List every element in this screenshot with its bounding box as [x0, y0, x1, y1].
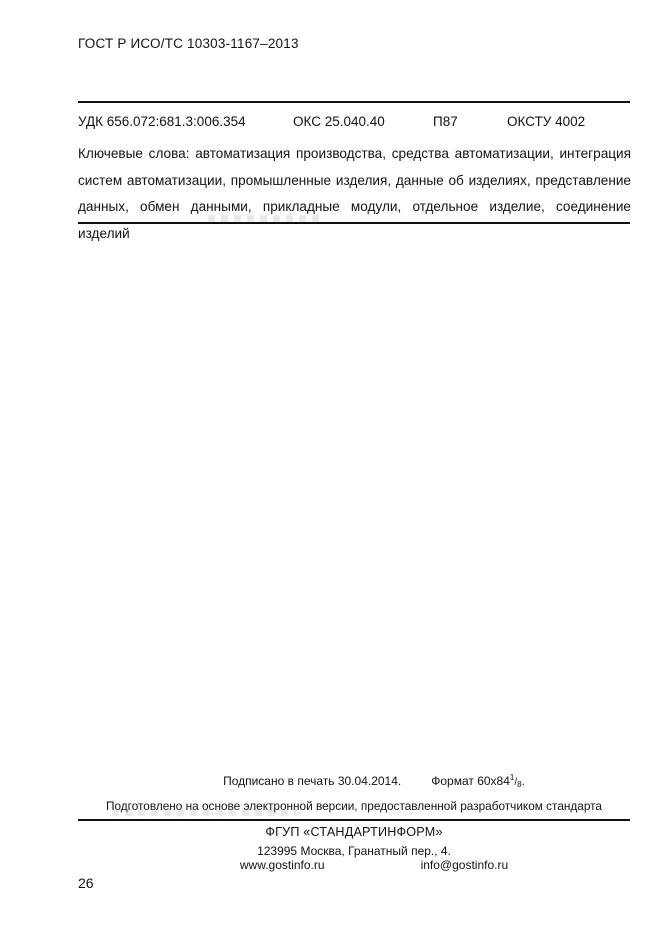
publisher-contacts-row: [98, 858, 650, 872]
format-fraction-numerator: 1: [509, 773, 515, 782]
publisher-email: info@gostinfo.ru: [420, 858, 509, 872]
keywords-paragraph: Ключевые слова: автоматизация производства, средства автоматизации, интеграция систем автоматизации, промышленные изделия, данные об изделиях, представление данных, обмен данными, прикладные модули, отдельное изделие, соединение изделий: [78, 146, 631, 241]
okstu-code: ОКСТУ 4002: [507, 114, 586, 129]
classification-codes-row: [78, 114, 630, 132]
print-info-row: [98, 773, 650, 789]
publisher-name: ФГУП «СТАНДАРТИНФОРМ»: [265, 825, 443, 839]
format-fraction-slash: /: [514, 777, 518, 788]
signed-to-print-text: Подписано в печать 30.04.2014.: [223, 774, 402, 788]
format-period: .: [521, 774, 525, 788]
prepared-note-text: Подготовлено на основе электронной версии, предоставленной разработчиком стандарта: [106, 799, 602, 813]
publisher-website: www.gostinfo.ru: [239, 858, 325, 872]
running-header-standard-designation: ГОСТ Р ИСО/ТС 10303-1167–2013: [78, 36, 299, 51]
horizontal-rule-middle: [78, 222, 630, 224]
oks-code: ОКС 25.040.40: [293, 114, 385, 129]
horizontal-rule-top: [78, 101, 630, 103]
publisher-address: 123995 Москва, Гранатный пер., 4.: [257, 844, 451, 858]
page-number: 26: [78, 875, 94, 891]
p-code: П87: [433, 114, 458, 129]
udk-code: УДК 656.072:681.3:006.354: [78, 114, 246, 129]
paper-format-text: Формат $60х84^1/8$.: [431, 773, 525, 789]
horizontal-rule-bottom: [78, 819, 630, 821]
format-fraction-denominator: 8: [517, 780, 522, 789]
